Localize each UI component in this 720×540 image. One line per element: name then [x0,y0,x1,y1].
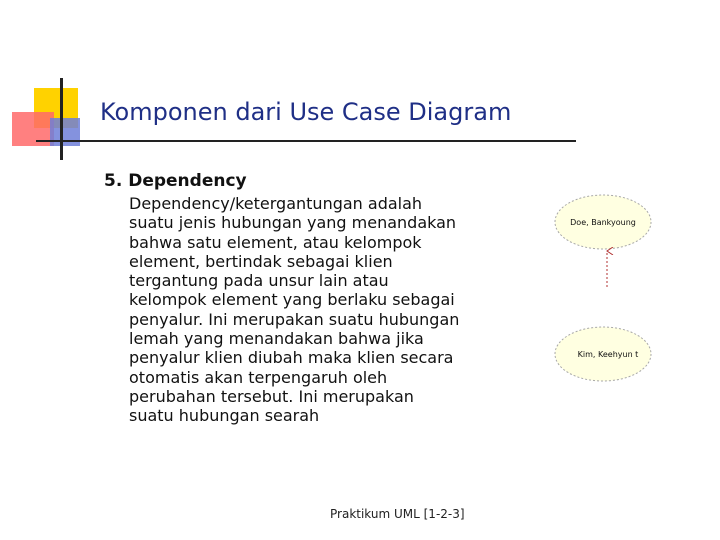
body-line: suatu jenis hubungan yang menandakan [129,213,457,233]
body-line: bahwa satu element, atau kelompok [129,232,422,252]
body-line: lemah yang menandakan bahwa jika [129,329,424,349]
footer-text: Praktikum UML [1-2-3] [330,507,465,521]
body-line: otomatis akan terpengaruh oleh [129,367,388,387]
slide-title: Komponen dari Use Case Diagram [100,98,512,126]
dependency-diagram [548,190,698,390]
body-line: element, bertindak sebagai klien [129,251,393,271]
body-line: kelompok element yang berlaku sebagai [129,290,455,310]
body-line: Dependency/ketergantungan adalah [129,194,423,213]
body-text [129,194,509,426]
section-heading: 5. Dependency [104,171,247,191]
body-line: perubahan tersebut. Ini merupakan [129,386,414,406]
decor-horizontal-line [36,140,576,142]
body-line: penyalur klien diubah maka klien secara [129,348,454,368]
use-case-label-top: Doe, Bankyoung [570,218,636,227]
decor-vertical-line [60,78,63,160]
body-line: tergantung pada unsur lain atau [129,271,389,291]
body-line: suatu hubungan searah [129,406,320,426]
use-case-label-bottom: Kim, Keehyun t [577,350,639,359]
body-line: penyalur. Ini merupakan suatu hubungan [129,309,460,329]
